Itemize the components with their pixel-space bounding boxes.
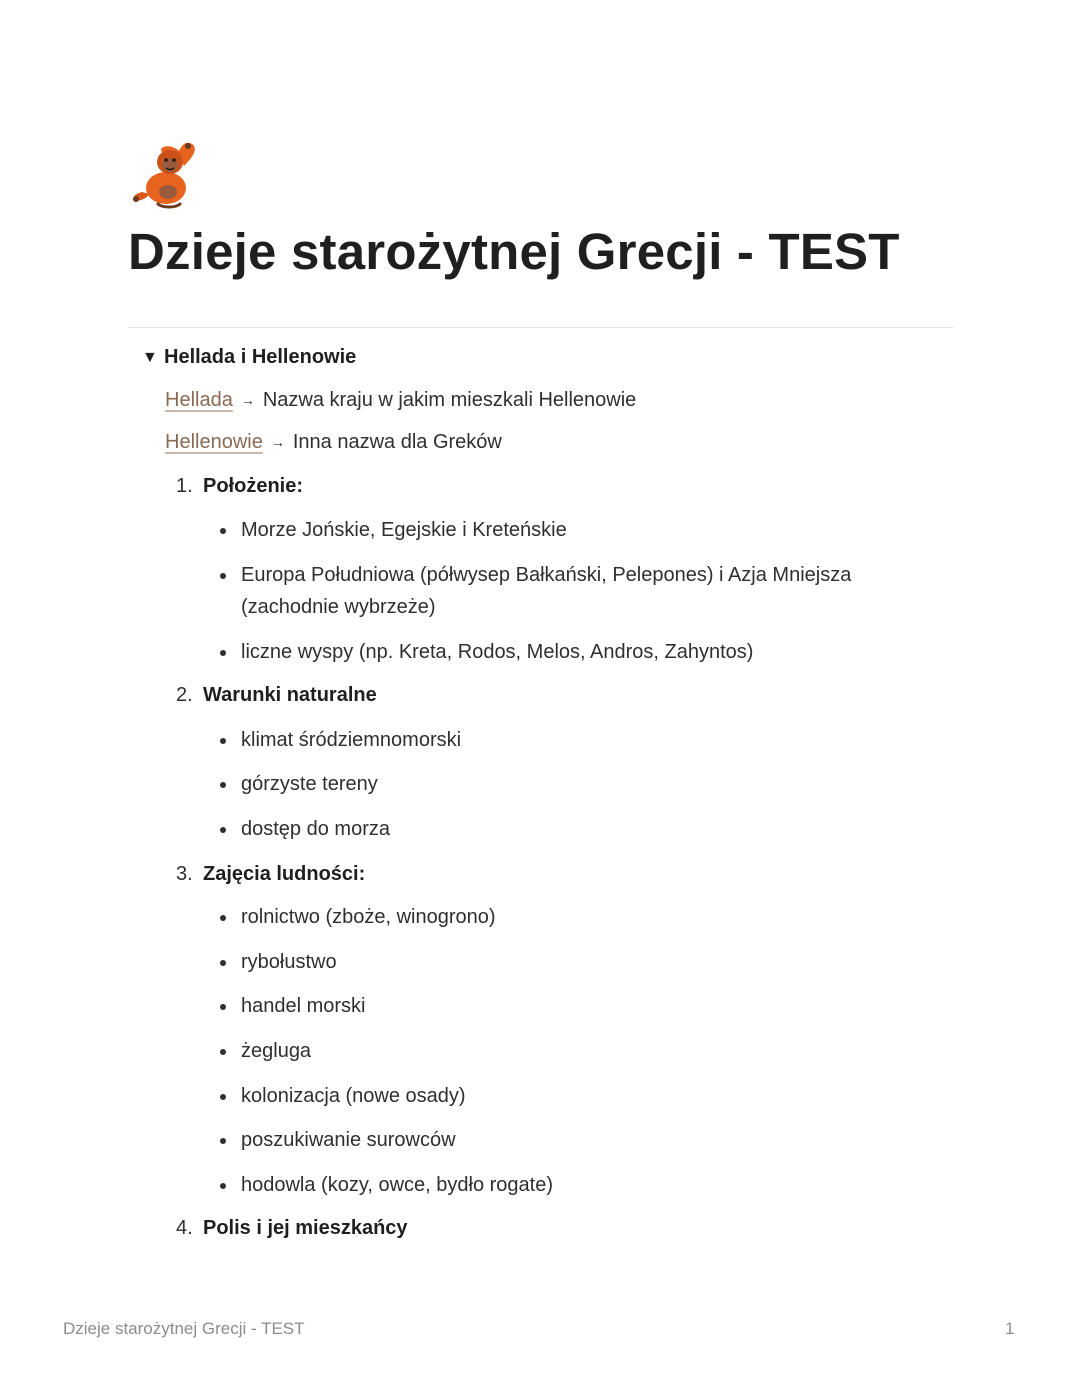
list-item: kolonizacja (nowe osady) (241, 1082, 466, 1110)
section-heading: Warunki naturalne (203, 684, 377, 706)
list-item: handel morski (241, 992, 366, 1020)
numbered-heading (176, 860, 365, 888)
list-item: hodowla (kozy, owce, bydło rogate) (241, 1171, 553, 1199)
list-item: Europa Południowa (półwysep Bałkański, Pelepones) i Azja Mniejsza (241, 561, 851, 589)
list-number: 1. (176, 475, 193, 497)
definition-line (165, 386, 636, 414)
definition-text: Inna nazwa dla Greków (292, 431, 502, 453)
list-number: 4. (176, 1217, 193, 1239)
numbered-heading (176, 472, 303, 500)
list-item: górzyste tereny (241, 770, 378, 798)
orangutan-icon (128, 136, 204, 212)
section-heading: Położenie: (203, 475, 304, 497)
list-item: poszukiwanie surowców (241, 1126, 456, 1154)
definition-text: Nazwa kraju w jakim mieszkali Hellenowie (262, 389, 637, 411)
arrow-icon: → (270, 434, 285, 450)
toggle-triangle-icon[interactable]: ▼ (142, 349, 158, 366)
footer-title: Dzieje starożytnej Grecji - TEST (63, 1319, 305, 1338)
toggle-block[interactable] (142, 343, 356, 372)
section-heading: Zajęcia ludności: (203, 863, 366, 885)
toggle-label: Hellada i Hellenowie (164, 346, 357, 368)
list-item: rolnictwo (zboże, winogrono) (241, 903, 496, 931)
list-item: klimat śródziemnomorski (241, 726, 461, 754)
list-item: dostęp do morza (241, 815, 390, 843)
list-number: 3. (176, 863, 193, 885)
list-item: żegluga (241, 1037, 311, 1065)
term-link[interactable]: Hellenowie (165, 431, 263, 453)
section-heading: Polis i jej mieszkańcy (203, 1217, 408, 1239)
term-link[interactable]: Hellada (165, 389, 233, 411)
page-number: 1 (1005, 1319, 1015, 1338)
list-item: Morze Jońskie, Egejskie i Kreteńskie (241, 516, 567, 544)
page-title: Dzieje starożytnej Grecji - TEST (128, 223, 900, 280)
list-number: 2. (176, 684, 193, 706)
numbered-heading (176, 1214, 408, 1242)
divider (128, 327, 954, 328)
numbered-heading (176, 681, 377, 709)
list-item-continuation: (zachodnie wybrzeże) (241, 596, 436, 618)
list-item: liczne wyspy (np. Kreta, Rodos, Melos, Andros, Zahyntos) (241, 638, 753, 666)
list-item: rybołustwo (241, 948, 337, 976)
definition-line (165, 428, 502, 456)
arrow-icon: → (240, 392, 255, 408)
